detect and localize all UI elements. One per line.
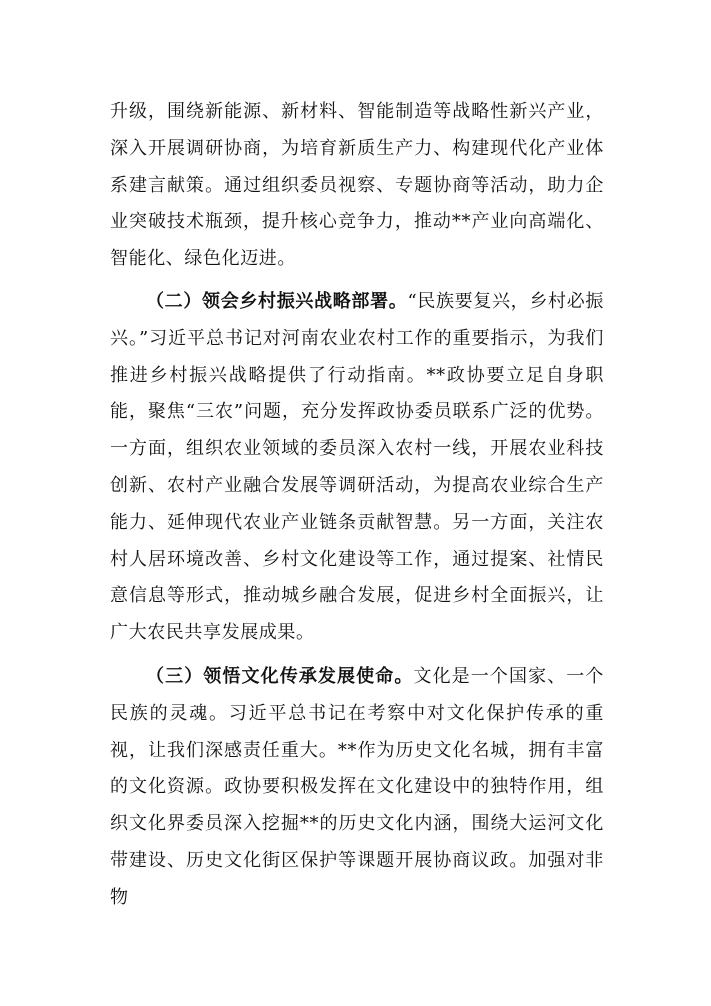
paragraph-2-heading: （二）领会乡村振兴战略部署。 bbox=[146, 290, 408, 312]
paragraph-1-text: 升级，围绕新能源、新材料、智能制造等战略性新兴产业，深入开展调研协商，为培育新质生产力、构建现代化产业体系建言献策。通过组织委员视察、专题协商等活动，助力企业突破技术瓶颈，提升核心竞争力，推动**产业向高端化、智能化、绿色化迈进。 bbox=[110, 101, 604, 270]
paragraph-3-text: 文化是一个国家、一个民族的灵魂。习近平总书记在考察中对文化保护传承的重视，让我们深感责任重大。**作为历史文化名城，拥有丰富的文化资源。政协要积极发挥在文化建设中的独特作用，组织文化界委员深入挖掘**的历史文化内涵，围绕大运河文化带建设、历史文化街区保护等课题开展协商议政。加强对非物 bbox=[110, 665, 605, 908]
paragraph-2-text: “民族要复兴，乡村必振兴。”习近平总书记对河南农业农村工作的重要指示，为我们推进乡村振兴战略提供了行动指南。**政协要立足自身职能，聚焦“三农”问题，充分发挥政协委员联系广泛的优势。一方面，组织农业领域的委员深入农村一线，开展农业科技创新、农村产业融合发展等调研活动，为提高农业综合生产能力、延伸现代农业产业链条贡献智慧。另一方面，关注农村人居环境改善、乡村文化建设等工作，通过提案、社情民意信息等形式，推动城乡融合发展，促进乡村全面振兴，让广大农民共享发展成果。 bbox=[110, 290, 604, 644]
paragraph-2 bbox=[110, 284, 604, 652]
paragraph-1 bbox=[110, 94, 604, 278]
paragraph-3 bbox=[110, 659, 604, 917]
document-body bbox=[110, 94, 604, 924]
paragraph-3-heading: （三）领悟文化传承发展使命。 bbox=[146, 665, 414, 687]
